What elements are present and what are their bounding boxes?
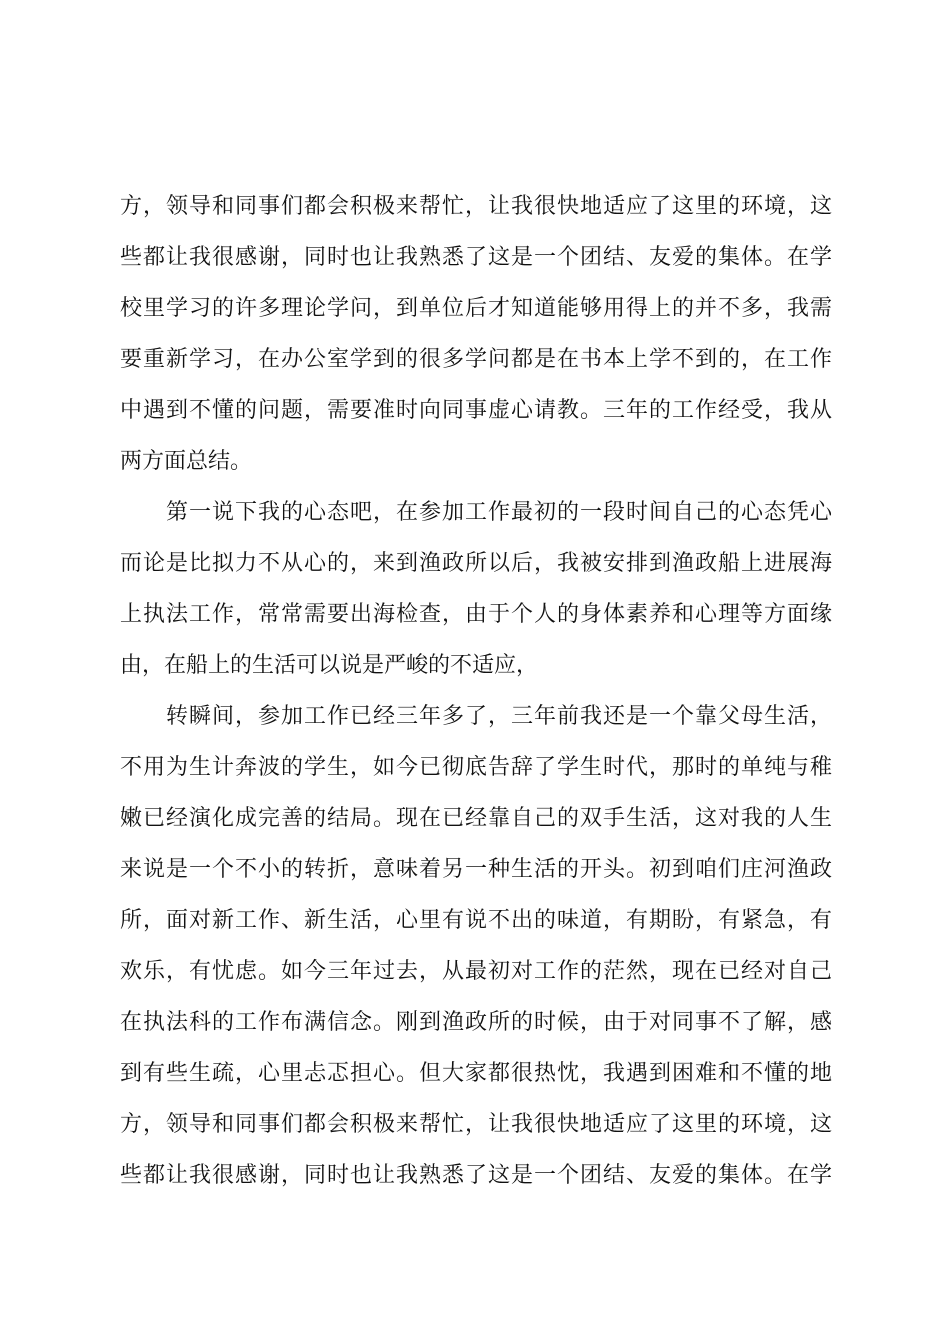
text-line: 方，领导和同事们都会积极来帮忙，让我很快地适应了这里的环境，这 (120, 1112, 832, 1137)
text-line: 中遇到不懂的问题，需要准时向同事虚心请教。三年的工作经受，我从 (120, 398, 832, 423)
paragraph-first-line: 第一说下我的心态吧，在参加工作最初的一段时间自己的心态凭心 (166, 500, 832, 525)
text-line: 而论是比拟力不从心的，来到渔政所以后，我被安排到渔政船上进展海 (120, 551, 832, 576)
text-line: 嫩已经演化成完善的结局。现在已经靠自己的双手生活，这对我的人生 (120, 806, 832, 831)
text-line: 在执法科的工作布满信念。刚到渔政所的时候，由于对同事不了解，感 (120, 1010, 832, 1035)
text-line: 要重新学习，在办公室学到的很多学问都是在书本上学不到的，在工作 (120, 347, 832, 372)
text-line: 校里学习的许多理论学问，到单位后才知道能够用得上的并不多，我需 (120, 296, 832, 321)
text-line: 来说是一个不小的转折，意味着另一种生活的开头。初到咱们庄河渔政 (120, 857, 832, 882)
text-line: 些都让我很感谢，同时也让我熟悉了这是一个团结、友爱的集体。在学 (120, 1163, 832, 1188)
paragraph-first-line: 转瞬间，参加工作已经三年多了，三年前我还是一个靠父母生活， (166, 704, 832, 729)
text-line: 欢乐，有忧虑。如今三年过去，从最初对工作的茫然，现在已经对自己 (120, 959, 832, 984)
text-line: 些都让我很感谢，同时也让我熟悉了这是一个团结、友爱的集体。在学 (120, 245, 832, 270)
text-line: 由，在船上的生活可以说是严峻的不适应， (120, 653, 539, 678)
text-line: 上执法工作，常常需要出海检查，由于个人的身体素养和心理等方面缘 (120, 602, 832, 627)
text-line: 两方面总结。 (120, 449, 253, 474)
text-line: 方，领导和同事们都会积极来帮忙，让我很快地适应了这里的环境，这 (120, 194, 832, 219)
text-line: 不用为生计奔波的学生，如今已彻底告辞了学生时代，那时的单纯与稚 (120, 755, 832, 780)
text-line: 到有些生疏，心里忐忑担心。但大家都很热忱，我遇到困难和不懂的地 (120, 1061, 832, 1086)
text-line: 所，面对新工作、新生活，心里有说不出的味道，有期盼，有紧急，有 (120, 908, 832, 933)
